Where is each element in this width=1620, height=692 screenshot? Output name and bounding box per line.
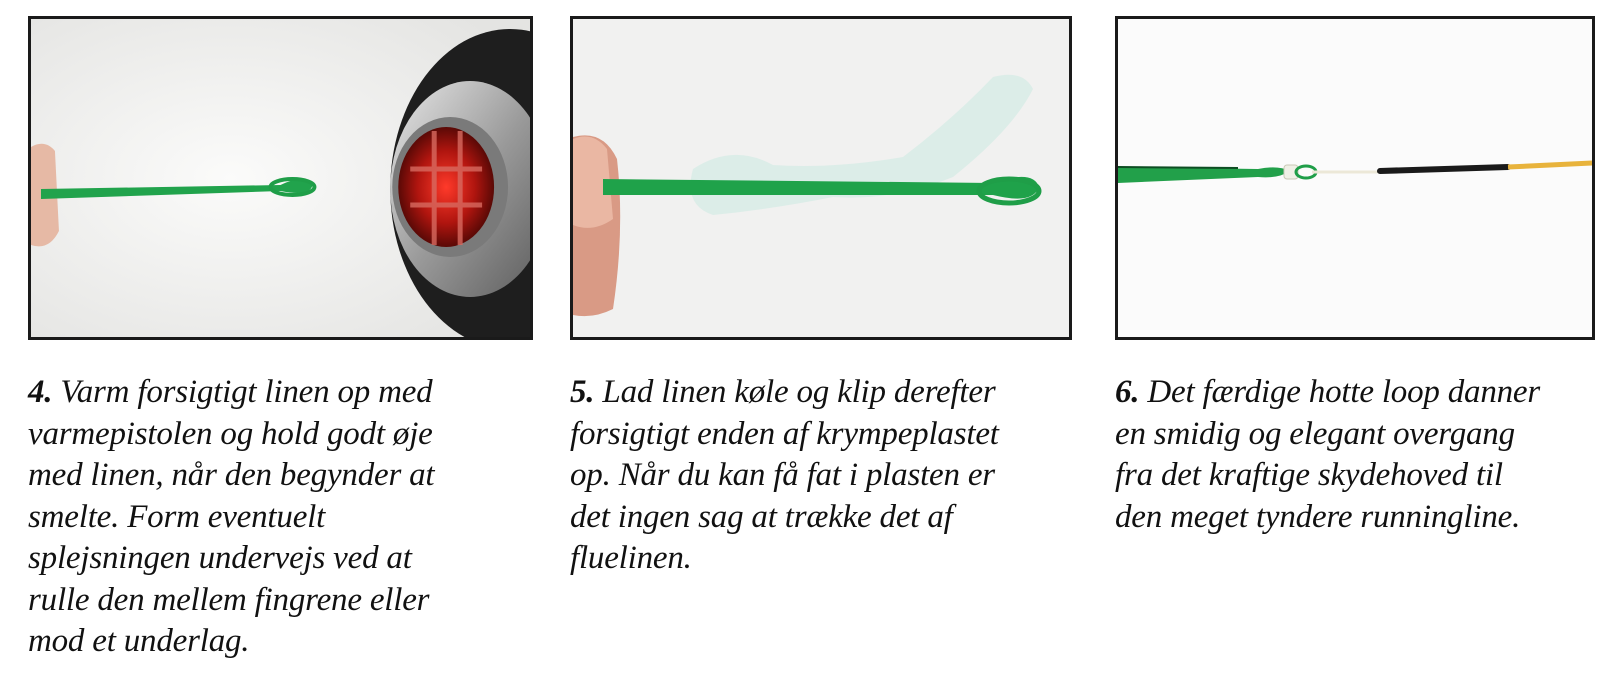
caption-line: en smidig og elegant overgang <box>1115 415 1515 452</box>
caption-line: Varm forsigtigt linen op med <box>60 374 433 410</box>
photo-shrink-plastic <box>570 16 1072 340</box>
caption-line: varmepistolen og hold godt øje <box>28 415 433 452</box>
caption-line: splejsningen undervejs ved at <box>28 540 412 576</box>
step-5-caption <box>570 372 1090 580</box>
heat-gun-illustration <box>31 19 530 337</box>
caption-line: med linen, når den begynder at <box>28 457 435 493</box>
caption-line: fra det kraftige skydehoved til <box>1115 457 1503 493</box>
shrink-plastic-illustration <box>573 19 1069 337</box>
finished-loop-illustration <box>1118 19 1592 337</box>
step-6-caption <box>1115 372 1615 538</box>
caption-line: smelte. Form eventuelt <box>28 498 326 535</box>
caption-line: rulle den mellem fingrene eller <box>28 581 430 618</box>
step-number: 4. <box>28 374 53 410</box>
step-number: 5. <box>570 374 595 410</box>
caption-line: forsigtigt enden af krympeplastet <box>570 415 999 452</box>
caption-line: Det færdige hotte loop danner <box>1147 374 1541 410</box>
photo-finished-loop <box>1115 16 1595 340</box>
step-number: 6. <box>1115 374 1140 410</box>
caption-line: Lad linen køle og klip derefter <box>602 374 996 410</box>
caption-line: den meget tyndere runningline. <box>1115 498 1521 535</box>
caption-line: det ingen sag at trække det af <box>570 498 953 535</box>
step-4-caption <box>28 372 548 663</box>
caption-line: mod et underlag. <box>28 623 250 659</box>
caption-line: fluelinen. <box>570 540 692 576</box>
photo-heat-gun <box>28 16 533 340</box>
caption-line: op. Når du kan få fat i plasten er <box>570 457 995 493</box>
